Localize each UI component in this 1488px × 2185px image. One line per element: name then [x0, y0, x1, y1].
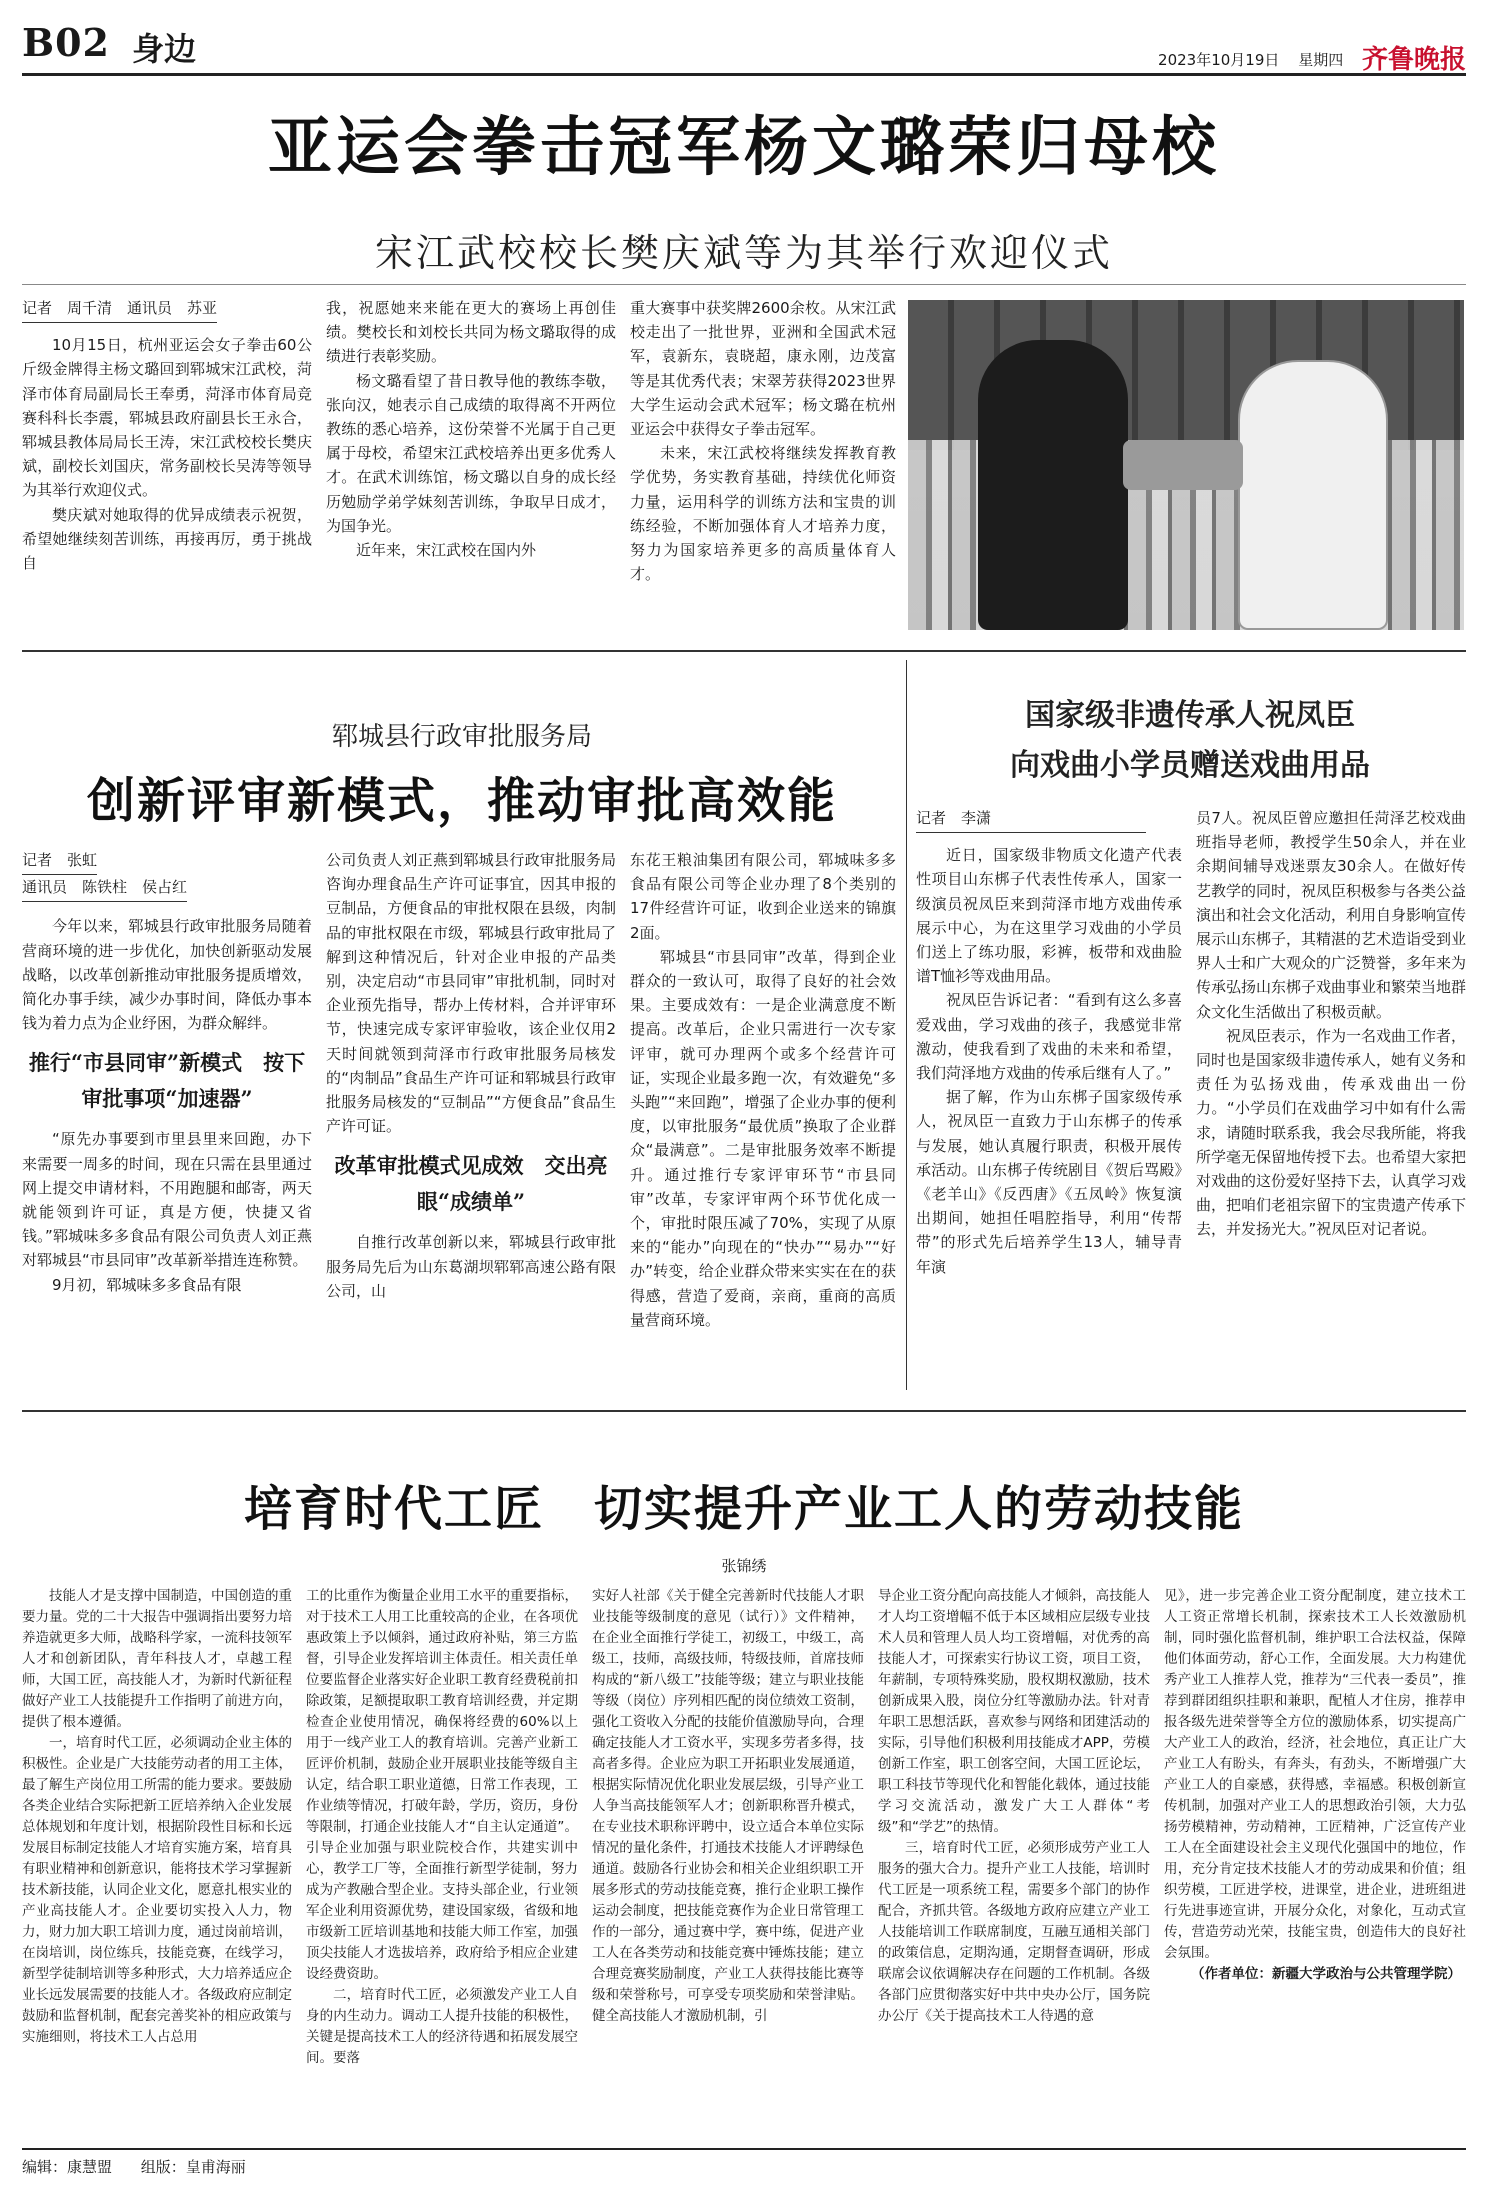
article4-title: 培育时代工匠 切实提升产业工人的劳动技能 — [243, 1481, 1244, 1537]
article4-column-5 — [1164, 1586, 1466, 2138]
article1-subtitle: 宋江武校校长樊庆斌等为其举行欢迎仪式 — [374, 231, 1113, 275]
article2-byline-reporter: 记者 张虹 — [22, 848, 97, 875]
article1-column-3 — [630, 296, 896, 636]
article2-title: 创新评审新模式，推动审批高效能 — [86, 773, 837, 829]
article2-kicker: 郓城县行政审批服务局 — [331, 722, 592, 752]
paragraph: 见》，进一步完善企业工资分配制度，建立技术工人工资正常增长机制，探索技术工人长效激励机制，同时强化监督机制，维护职工合法权益，保障他们体面劳动，舒心工作，全面发展。大力构建优秀产业工人推荐人党，推荐为“三代表一委员”，推荐到群团组织挂职和兼职，配植人才住房，推荐申报各级先进荣誉等全方位的激励体系，切实提高广大产业工人的政治，经济，社会地位，真正让广大产业工人有盼头，有奔头，有劲头，不断增强广大产业工人的自豪感，获得感，幸福感。积极创新宣传机制，加强对产业工人的思想政治引领，大力弘扬劳模精神，劳动精神，工匠精神，广泛宣传产业工人在全面建设社会主义现代化强国中的地位，作用，充分肯定技术技能人才的劳动成果和价值；组织劳模，工匠进学校，进课堂，进企业，进班组进行先进事迹宣讲，开展分众化，对象化，互动式宣传，营造劳动光荣，技能宝贵，创造伟大的良好社会氛围。 — [1164, 1588, 1466, 1961]
page-footer — [22, 2148, 1466, 2177]
paragraph: 工的比重作为衡量企业用工水平的重要指标，对于技术工人用工比重较高的企业，在各项优惠政策上予以倾斜，通过政府补贴，第三方监督，引导企业发挥培训主体责任。相关责任单位要监督企业落实好企业职工教育经费税前扣除政策，足额提取职工教育培训经费，并定期检查企业使用情况，确保将经费的60%以上用于一线产业工人的教育培训。完善产业新工匠评价机制，鼓励企业开展职业技能等级自主认定，结合职工职业道德，日常工作表现，工作业绩等情况，打破年龄，学历，资历，身份等限制，打通企业技能人才“自主认定通道”。引导企业加强与职业院校合作，共建实训中心，教学工厂等，全面推行新型学徒制，努力成为产教融合型企业。支持头部企业，行业领军企业利用资源优势，建设国家级，省级和地市级新工匠培训基地和技能大师工作室，加强顶尖技能人才选拔培养，政府给予相应企业建设经费资助。 — [306, 1588, 578, 1982]
date-line — [1144, 36, 1466, 73]
author-affiliation: （作者单位：新疆大学政治与公共管理学院） — [1191, 1966, 1461, 1982]
paragraph: 近年来，宋江武校在国内外 — [356, 541, 537, 560]
layout-credit: 组版：皇甫海丽 — [140, 2158, 246, 2176]
paragraph: 未来，宋江武校将继续发挥教育教学优势，务实教育基础，持续优化师资力量，运用科学的训练方法和宝贵的训练经验，不断加强体育人才培养力度，努力为国家培养更多的高质量体育人才。 — [630, 444, 896, 584]
article2-subhead-1: 推行“市县同审”新模式 按下审批事项“加速器” — [28, 1050, 306, 1112]
paragraph: “原先办事要到市里县里来回跑，办下来需要一周多的时间，现在只需在县里通过网上提交申请材料，不用跑腿和邮寄，两天就能领到许可证，真是方便，快捷又省钱。”郓城味多多食品有限公司负责人刘正燕对郓城县“市县同审”改革新举措连连称赞。 — [22, 1130, 312, 1270]
paragraph: 9月初，郓城味多多食品有限 — [52, 1275, 242, 1294]
paragraph: 公司负责人刘正燕到郓城县行政审批服务局咨询办理食品生产许可证事宜，因其申报的豆制品，方便食品的审批权限在县级，肉制品的审批权限在市级，郓城县行政审批局了解到这种情况后，针对企业申报的产品类别，决定启动“市县同审”审批机制，同时对企业预先指导，帮办上传材料，合并评审环节，快速完成专家评审验收，该企业仅用2天时间就领到菏泽市行政审批服务局核发的“肉制品”食品生产许可证和郓城县行政审批服务局核发的“豆制品”“方便食品”食品生产许可证。 — [326, 851, 616, 1136]
article4-column-3 — [592, 1586, 864, 2138]
paragraph: 二，培育时代工匠，必须激发产业工人自身的内生动力。调动工人提升技能的积极性，关键是提高技术工人的经济待遇和拓展发展空间。要落 — [306, 1987, 578, 2066]
article3-title-line2: 向戏曲小学员赠送戏曲用品 — [1010, 748, 1370, 783]
paragraph: 今年以来，郓城县行政审批服务局随着营商环境的进一步优化，加快创新驱动发展战略，以改革创新推动审批服务提质增效，简化办事手续，减少办事时间，降低办事本钱为着力点为企业纾困，为群众解绊。 — [22, 917, 312, 1033]
paragraph: 重大赛事中获奖牌2600余枚。从宋江武校走出了一批世界，亚洲和全国武术冠军，袁新东，袁晓超，康永刚，边茂富等是其优秀代表；宋翠芳获得2023世界大学生运动会武术冠军；杨文璐在杭州亚运会中获得女子拳击冠军。 — [630, 299, 896, 439]
paragraph: 导企业工资分配向高技能人才倾斜，高技能人才人均工资增幅不低于本区域相应层级专业技术人员和管理人员人均工资增幅，对优秀的高技能人才，可探索实行协议工资，项目工资，年薪制，专项特殊奖励，股权期权激励，技术创新成果入股，岗位分红等激励办法。针对青年职工思想活跃，喜欢参与网络和团建活动的实际，引导他们积极利用技能成才APP，劳模创新工作室，职工创客空间，大国工匠论坛，职工科技节等现代化和智能化载体，通过技能学习交流活动，激发广大工人群体“考级”和“学艺”的热情。 — [878, 1588, 1150, 1835]
article4-column-2 — [306, 1586, 578, 2138]
page-number: B02 — [22, 20, 110, 65]
article2-byline-correspondent: 通讯员 陈铁柱 侯占红 — [22, 875, 187, 902]
paragraph: 自推行改革创新以来，郓城县行政审批服务局先后为山东葛湖坝郓郓高速公路有限公司，山 — [326, 1233, 616, 1300]
paragraph: 郓城县“市县同审”改革，得到企业群众的一致认可，取得了良好的社会效果。主要成效有：一是企业满意度不断提高。改革后，企业只需进行一次专家评审，就可办理两个或多个经营许可证，实现企业最多跑一次，有效避免“多头跑”“来回跑”，增强了企业办事的便利度，以审批服务“最优质”换取了企业群众“最满意”。二是审批服务效率不断提升。通过推行专家评审环节“市县同审”改革，专家评审两个环节优化成一个，审批时限压减了70%，实现了从原来的“能办”向现在的“快办”“易办”“好办”转变，给企业群众带来实实在在的获得感，营造了爱商，亲商，重商的高质量营商环境。 — [630, 947, 896, 1329]
paragraph: 近日，国家级非物质文化遗产代表性项目山东梆子代表性传承人，国家一级演员祝凤臣来到菏泽市地方戏曲传承展示中心，为在这里学习戏曲的小学员们送上了练功服，彩裤，板带和戏曲脸谱T恤衫等戏曲用品。 — [916, 846, 1182, 986]
paragraph: 实好人社部《关于健全完善新时代技能人才职业技能等级制度的意见（试行）》文件精神，在企业全面推行学徒工，初级工，中级工，高级工，技师，高级技师，特级技师，首席技师构成的“新八级工”技能等级；建立与职业技能等级（岗位）序列相匹配的岗位绩效工资制，强化工资收入分配的技能价值激励导向，合理确定技能人才工资水平，实现多劳者多得，技高者多得。企业应为职工开拓职业发展通道，根据实际情况优化职业发展层级，引导产业工人争当高技能领军人才；创新职称晋升模式，在专业技术职称评聘中，设立适合本单位实际情况的量化条件，打通技术技能人才评聘绿色通道。鼓励各行业协会和相关企业组织职工开展多形式的劳动技能竞赛，推行企业职工操作运动会制度，把技能竞赛作为企业日常管理工作的一部分，通过赛中学，赛中练，促进产业工人在各类劳动和技能竞赛中锤炼技能；建立合理竞赛奖励制度，产业工人获得技能比赛等级和荣誉称号，可享受专项奖励和荣誉津贴。健全高技能人才激励机制，引 — [592, 1588, 864, 2024]
article1-column-1 — [22, 296, 312, 636]
page-masthead — [22, 14, 1466, 76]
paragraph: 技能人才是支撑中国制造，中国创造的重要力量。党的二十大报告中强调指出要努力培养造就更多大师，战略科学家，一流科技领军人才和创新团队，青年科技人才，卓越工程师，大国工匠，高技能人才，为新时代新征程做好产业工人技能提升工作指明了前进方向，提供了根本遵循。 — [22, 1588, 292, 1730]
article3-byline: 记者 李潇 — [916, 806, 1146, 833]
newspaper-logo: 齐鲁晚报 — [1361, 45, 1466, 75]
article1-title: 亚运会拳击冠军杨文璐荣归母校 — [268, 110, 1220, 185]
paragraph: 据了解，作为山东梆子国家级传承人，祝凤臣一直致力于山东梆子的传承与发展，她认真履行职责，积极开展传承活动。山东梆子传统剧目《贺后骂殿》《老羊山》《反西唐》《五凤岭》恢复演出期间，她担任唱腔指导，利用“传帮带”的形式先后培养学生13人，辅导青年演 — [916, 1088, 1182, 1276]
paragraph: 樊庆斌对她取得的优异成绩表示祝贺，希望她继续刻苦训练，再接再厉，勇于挑战自 — [22, 505, 312, 573]
section-name: 身边 — [132, 30, 197, 68]
article2-subhead-2: 改革审批模式见成效 交出亮眼“成绩单” — [334, 1153, 608, 1215]
editor-credit: 编辑：康慧盟 — [22, 2158, 113, 2176]
paragraph: 员7人。祝凤臣曾应邀担任菏泽艺校戏曲班指导老师，教授学生50余人，并在业余期间辅导戏迷票友30余人。在做好传艺教学的同时，祝凤臣积极参与各类公益演出和社会文化活动，利用自身影响宣传展示山东梆子，其精湛的艺术造诣受到业界人士和广大观众的广泛赞誉，多年来为传承弘扬山东梆子戏曲事业和繁荣当地群众文化生活做出了积极贡献。 — [1196, 809, 1466, 1021]
article3-column-2 — [1196, 806, 1466, 1396]
article3-title-line1: 国家级非遗传承人祝凤臣 — [1025, 698, 1355, 733]
article1-column-2 — [326, 296, 616, 636]
paragraph: 三，培育时代工匠，必须形成劳产业工人服务的强大合力。提升产业工人技能，培训时代工匠是一项系统工程，需要多个部门的协作配合，齐抓共管。各级地方政府应建立产业工人技能培训工作联席制度，互融互通相关部门的政策信息，定期沟通，定期督查调研，形成联席会议依调解决存在问题的工作机制。各级各部门应贯彻落实好中共中央办公厅，国务院办公厅《关于提高技术工人待遇的意 — [878, 1840, 1150, 2024]
paragraph: 东花王粮油集团有限公司，郓城味多多食品有限公司等企业办理了8个类别的17件经营许可证，收到企业送来的锦旗2面。 — [630, 851, 896, 942]
paragraph: 10月15日，杭州亚运会女子拳击60公斤级金牌得主杨文璐回到郓城宋江武校，菏泽市体育局副局长王奉勇，菏泽市体育局竞赛科科长李震，郓城县政府副县长王永合，郓城县教体局局长王涛，宋江武校校长樊庆斌，副校长刘国庆，常务副校长吴涛等领导为其举行欢迎仪式。 — [22, 336, 312, 500]
paragraph: 杨文璐看望了昔日教导他的教练李敬，张向汉，她表示自己成绩的取得离不开两位教练的悉心培养，这份荣誉不光属于自己更属于母校，希望宋江武校培养出更多优秀人才。在武术训练馆，杨文璐以自身的成长经历勉励学弟学妹刻苦训练，争取早日成才，为国争光。 — [326, 371, 616, 535]
article1-byline: 记者 周千清 通讯员 苏亚 — [22, 296, 217, 323]
paragraph: 一，培育时代工匠，必须调动企业主体的积极性。企业是广大技能劳动者的用工主体，最了解生产岗位用工所需的能力要求。要鼓励各类企业结合实际把新工匠培养纳入企业发展总体规划和年度计划，根据阶段性目标和长远发展目标制定技能人才培育实施方案，培育具有职业精神和创新意识，能将技术学习掌握新技术新技能，认同企业文化，愿意扎根实业的产业高技能人才。企业要切实投入人力，物力，财力加大职工培训力度，通过岗前培训，在岗培训，岗位练兵，技能竞赛，在线学习，新型学徒制培训等多种形式，大力培养适应企业长远发展需要的技能人才。各级政府应制定鼓励和监督机制，配套完善奖补的相应政策与实施细则，将技术工人占总用 — [22, 1735, 292, 2045]
article4-column-1 — [22, 1586, 292, 2138]
article3-column-1 — [916, 806, 1182, 1396]
paragraph: 祝凤臣表示，作为一名戏曲工作者，同时也是国家级非遗传承人，她有义务和责任为弘扬戏曲，传承戏曲出一份力。“小学员们在戏曲学习中如有什么需求，请随时联系我，我会尽我所能，将我所学毫无保留地传授下去。也希望大家把对戏曲的这份爱好坚持下去，认真学习戏曲，把咱们老祖宗留下的宝贵遗产传承下去，并发扬光大。”祝凤臣对记者说。 — [1196, 1026, 1466, 1239]
article2-column-2 — [326, 848, 616, 1388]
paragraph: 祝凤臣告诉记者：“看到有这么多喜爱戏曲，学习戏曲的孩子，我感觉非常激动，使我看到了戏曲的未来和希望，我们菏泽地方戏曲的传承后继有人了。” — [916, 991, 1182, 1083]
article4-author: 张锦绣 — [721, 1557, 767, 1575]
paragraph: 我，祝愿她来来能在更大的赛场上再创佳绩。樊校长和刘校长共同为杨文璐取得的成绩进行表彰奖励。 — [326, 299, 616, 366]
award-ceremony-photo — [908, 300, 1464, 630]
issue-date: 2023年10月19日 — [1158, 51, 1280, 69]
issue-weekday: 星期四 — [1298, 51, 1344, 69]
article2-column-3 — [630, 848, 896, 1388]
article4-column-4 — [878, 1586, 1150, 2138]
